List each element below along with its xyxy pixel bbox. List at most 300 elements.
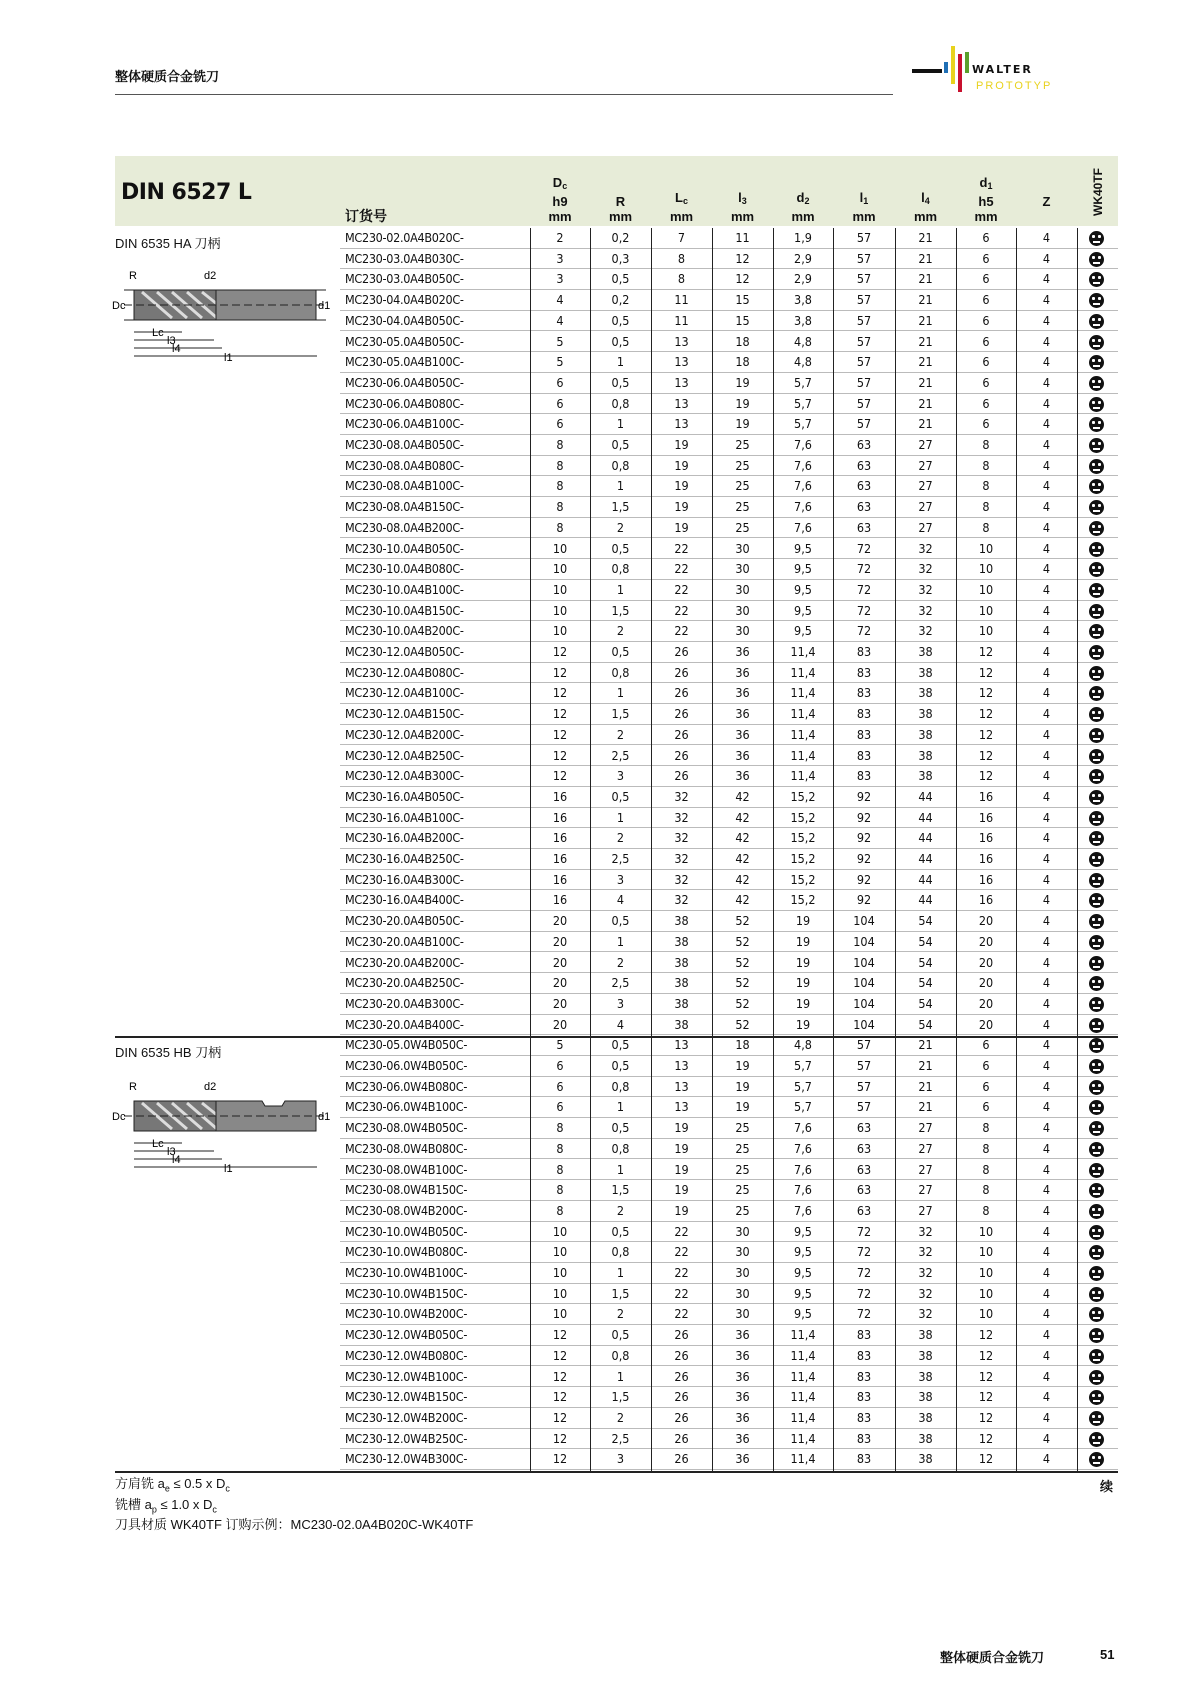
cell: 57: [856, 312, 872, 328]
cell: 57: [856, 1099, 872, 1115]
cell: 27: [918, 1120, 933, 1136]
cell: 30: [735, 1285, 750, 1301]
cell: 22: [674, 623, 689, 639]
cell: 2: [556, 230, 564, 245]
cell: 1: [616, 354, 625, 370]
cell: 6: [556, 416, 564, 432]
order-number: MC230-03.0A4B050C-: [345, 271, 464, 287]
cell: 2: [616, 1306, 625, 1322]
cell: 12: [552, 644, 568, 659]
table-row: [340, 290, 1118, 311]
order-number: MC230-12.0A4B150C-: [345, 706, 464, 722]
cell: 12: [978, 747, 994, 763]
cell: 32: [918, 623, 933, 639]
table-row: [340, 311, 1118, 332]
cell: 6: [556, 1099, 564, 1115]
cell: 25: [735, 1140, 750, 1156]
column-divider: [773, 228, 774, 1471]
cell: 10: [978, 1223, 994, 1239]
order-number: MC230-08.0W4B150C-: [345, 1182, 468, 1198]
cell: 83: [856, 1451, 872, 1467]
cell: 0,8: [611, 1140, 630, 1156]
cell: 4: [1042, 602, 1051, 618]
cell: 12: [552, 685, 568, 701]
grade-availability-icon: [1089, 935, 1104, 950]
cell: 4: [1042, 1430, 1051, 1446]
cell: 4: [1042, 1058, 1051, 1073]
cell: 16: [978, 851, 994, 866]
cell: 4: [1042, 1161, 1051, 1177]
order-number: MC230-12.0W4B050C-: [345, 1327, 468, 1343]
cell: 42: [735, 851, 750, 866]
cell: 6: [982, 416, 990, 432]
label-dc: Dc: [112, 1111, 126, 1123]
cell: 7,6: [794, 478, 812, 494]
cell: 4: [1042, 623, 1051, 639]
cell: 72: [856, 1306, 872, 1322]
cell: 11: [674, 292, 689, 308]
cell: 19: [674, 1120, 689, 1136]
note-shoulder-milling: 方肩铣 $a_e \le 0.5$ x $D_c$: [115, 1476, 230, 1494]
cell: 6: [556, 395, 564, 411]
cell: 42: [735, 892, 750, 908]
cell: 57: [856, 374, 872, 390]
table-row: [340, 228, 1118, 249]
cell: 36: [735, 768, 750, 784]
cell: 63: [856, 1120, 872, 1136]
table-row: [340, 870, 1118, 891]
cell: 4: [1042, 933, 1051, 949]
cell: 36: [735, 1451, 750, 1467]
cell: 4: [1042, 892, 1051, 908]
order-number: MC230-08.0A4B080C-: [345, 457, 464, 473]
grade-availability-icon: [1089, 811, 1104, 826]
table-row: [340, 332, 1118, 353]
grade-availability-icon: [1089, 852, 1104, 867]
grade-availability-icon: [1089, 1225, 1104, 1240]
cell: 32: [918, 1244, 933, 1260]
cell: 1: [616, 685, 625, 701]
cell: 0,8: [611, 1244, 630, 1260]
cell: 22: [674, 540, 689, 556]
cell: 11,4: [790, 1409, 816, 1425]
cell: 20: [552, 933, 568, 949]
cell: 4: [1042, 1368, 1051, 1384]
cell: 8: [556, 1202, 564, 1218]
cell: 7,6: [794, 1202, 812, 1218]
cell: 21: [918, 333, 933, 349]
cell: 8: [677, 271, 686, 287]
cell: 4: [1042, 1182, 1051, 1198]
cell: 25: [735, 437, 750, 452]
order-number: MC230-12.0W4B300C-: [345, 1451, 468, 1467]
cell: 72: [856, 1244, 872, 1260]
cell: 18: [735, 333, 750, 349]
label-l4: l4: [172, 343, 181, 355]
cell: 4,8: [794, 354, 812, 370]
cell: 0,5: [611, 312, 630, 328]
table-row: [340, 1263, 1118, 1284]
cell: 26: [674, 685, 689, 701]
cell: 36: [735, 644, 750, 659]
cell: 9,5: [794, 623, 812, 639]
cell: 11,4: [790, 1368, 816, 1384]
cell: 36: [735, 706, 750, 722]
cell: 10: [978, 1265, 994, 1280]
cell: 63: [856, 1182, 872, 1198]
cell: 19: [735, 416, 750, 432]
cell: 1: [616, 1161, 625, 1177]
cell: 63: [856, 1140, 872, 1156]
cell: 8: [982, 499, 990, 515]
order-number: MC230-06.0W4B100C-: [345, 1099, 468, 1115]
table-row: [340, 849, 1118, 870]
grade-availability-icon: [1089, 645, 1104, 660]
grade-availability-icon: [1089, 997, 1104, 1012]
cell: 16: [978, 809, 994, 825]
grade-label: WK40TF: [1091, 168, 1105, 216]
order-number: MC230-06.0W4B050C-: [345, 1058, 468, 1073]
cell: 72: [856, 540, 872, 556]
table-row: [340, 746, 1118, 767]
cell: 19: [674, 1161, 689, 1177]
cell: 22: [674, 1306, 689, 1322]
table-row: [340, 559, 1118, 580]
cell: 12: [978, 1389, 994, 1405]
cell: 4: [1042, 1078, 1051, 1094]
cell: 19: [795, 1016, 811, 1032]
cell: 1: [616, 809, 625, 825]
cell: 19: [674, 1140, 689, 1156]
cell: 6: [982, 1099, 990, 1115]
cell: 26: [674, 1430, 689, 1446]
cell: 4: [1042, 1099, 1051, 1115]
cell: 21: [918, 292, 933, 308]
grade-availability-icon: [1089, 1204, 1104, 1219]
cell: 10: [552, 1285, 568, 1301]
cell: 12: [978, 768, 994, 784]
cell: 36: [735, 1327, 750, 1343]
cell: 4: [1042, 1244, 1051, 1260]
label-l3: l3: [167, 1146, 176, 1158]
cell: 4: [1042, 913, 1051, 929]
cell: 1,5: [611, 1285, 630, 1301]
cell: 15,2: [790, 809, 816, 825]
grade-availability-icon: [1089, 749, 1104, 764]
cell: 4: [1042, 830, 1051, 846]
cell: 9,5: [794, 581, 812, 597]
cell: 36: [735, 1389, 750, 1405]
grade-availability-icon: [1089, 1370, 1104, 1385]
order-number: MC230-06.0A4B050C-: [345, 374, 464, 390]
cell: 10: [552, 1244, 568, 1260]
cell: 8: [556, 1161, 564, 1177]
cell: 13: [674, 1078, 689, 1094]
cell: 0,8: [611, 1347, 630, 1363]
cell: 4: [616, 1016, 625, 1032]
order-number: MC230-05.0A4B100C-: [345, 354, 464, 370]
cell: 4: [1042, 1451, 1051, 1467]
cell: 38: [918, 1389, 933, 1405]
walter-prototyp-logo: [912, 42, 1122, 102]
cell: 9,5: [794, 1223, 812, 1239]
section-title: 整体硬质合金铣刀: [115, 69, 220, 84]
cell: 32: [918, 540, 933, 556]
cell: 63: [856, 437, 872, 452]
cell: 7,6: [794, 1140, 812, 1156]
cell: 38: [674, 913, 689, 929]
column-header: $l_1$ mm: [852, 190, 876, 224]
cell: 1: [616, 1265, 625, 1280]
cell: 11,4: [790, 1451, 816, 1467]
cell: 10: [552, 561, 568, 577]
cell: 72: [856, 1223, 872, 1239]
cell: 83: [856, 685, 872, 701]
grade-availability-icon: [1089, 604, 1104, 619]
order-number: MC230-16.0A4B200C-: [345, 830, 464, 846]
cell: 19: [674, 1182, 689, 1198]
cell: 2: [616, 1202, 625, 1218]
cell: 10: [978, 602, 994, 618]
cell: 27: [918, 1161, 933, 1177]
cell: 83: [856, 1430, 872, 1446]
order-number: MC230-06.0W4B080C-: [345, 1078, 468, 1094]
cell: 9,5: [794, 1244, 812, 1260]
cell: 12: [978, 1451, 994, 1467]
cell: 1: [616, 478, 625, 494]
cell: 30: [735, 581, 750, 597]
cell: 57: [856, 354, 872, 370]
table-row: [340, 1387, 1118, 1408]
table-row: [340, 580, 1118, 601]
cell: 26: [674, 1347, 689, 1363]
table-bottom-rule: [115, 1471, 1118, 1473]
cell: 0,5: [611, 913, 630, 929]
order-number: MC230-12.0A4B250C-: [345, 747, 464, 763]
cell: 20: [978, 975, 994, 991]
cell: 1,5: [611, 602, 630, 618]
tool-diagram-hb: [112, 1073, 334, 1173]
cell: 4: [1042, 1389, 1051, 1405]
cell: 30: [735, 1265, 750, 1280]
cell: 32: [674, 851, 689, 866]
cell: 4: [1042, 851, 1051, 866]
table-row: [340, 539, 1118, 560]
cell: 7,6: [794, 1120, 812, 1136]
cell: 8: [982, 1182, 990, 1198]
table-row: [340, 766, 1118, 787]
cell: 12: [552, 1430, 568, 1446]
cell: 2,5: [611, 851, 630, 866]
cell: 1: [616, 1099, 625, 1115]
header-divider: [115, 94, 893, 95]
table-row: [340, 994, 1118, 1015]
cell: 4: [1042, 354, 1051, 370]
order-number: MC230-20.0A4B250C-: [345, 975, 464, 991]
column-header: $d_2$ mm: [791, 190, 815, 224]
column-divider: [1077, 228, 1078, 1471]
cell: 72: [856, 623, 872, 639]
cell: 1: [616, 581, 625, 597]
cell: 0,3: [611, 250, 630, 266]
cell: 3: [556, 271, 564, 287]
table-row: [340, 435, 1118, 456]
cell: 0,5: [611, 437, 630, 452]
cell: 21: [918, 1058, 933, 1073]
cell: 38: [918, 1368, 933, 1384]
cell: 6: [982, 395, 990, 411]
grade-header: [1080, 160, 1116, 224]
cell: 72: [856, 602, 872, 618]
table-row: [340, 621, 1118, 642]
cell: 2,9: [794, 250, 812, 266]
cell: 10: [552, 581, 568, 597]
cell: 27: [918, 519, 933, 535]
table-row: [340, 1160, 1118, 1181]
grade-availability-icon: [1089, 438, 1104, 453]
cell: 63: [856, 499, 872, 515]
cell: 104: [853, 954, 875, 970]
table-row: [340, 1118, 1118, 1139]
cell: 2,5: [611, 747, 630, 763]
cell: 21: [918, 395, 933, 411]
cell: 57: [856, 333, 872, 349]
cell: 3: [616, 1451, 625, 1467]
cell: 72: [856, 561, 872, 577]
grade-availability-icon: [1089, 542, 1104, 557]
cell: 13: [674, 395, 689, 411]
cell: 38: [918, 664, 933, 680]
label-dc: Dc: [112, 300, 126, 312]
column-divider: [530, 228, 531, 1471]
cell: 0,5: [611, 271, 630, 287]
column-divider: [895, 228, 896, 1471]
order-number: MC230-08.0W4B050C-: [345, 1120, 468, 1136]
cell: 36: [735, 685, 750, 701]
cell: 83: [856, 726, 872, 742]
order-number: MC230-04.0A4B020C-: [345, 292, 464, 308]
cell: 38: [674, 954, 689, 970]
order-number: MC230-06.0A4B100C-: [345, 416, 464, 432]
table-row: [340, 394, 1118, 415]
cell: 9,5: [794, 561, 812, 577]
cell: 12: [978, 1327, 994, 1343]
cell: 12: [552, 726, 568, 742]
cell: 12: [735, 271, 750, 287]
cell: 2,9: [794, 271, 812, 287]
cell: 9,5: [794, 1306, 812, 1322]
cell: 1,5: [611, 1182, 630, 1198]
cell: 44: [918, 892, 933, 908]
cell: 4: [616, 892, 625, 908]
table-row: [340, 911, 1118, 932]
cell: 0,2: [611, 292, 630, 308]
cell: 7,6: [794, 1161, 812, 1177]
order-number: MC230-12.0W4B080C-: [345, 1347, 468, 1363]
grade-availability-icon: [1089, 376, 1104, 391]
cell: 6: [982, 333, 990, 349]
cell: 10: [978, 561, 994, 577]
order-number-header: 订货号: [345, 208, 387, 224]
order-number: MC230-08.0A4B100C-: [345, 478, 464, 494]
cell: 0,5: [611, 1058, 630, 1073]
order-number: MC230-16.0A4B250C-: [345, 851, 464, 866]
table-row: [340, 953, 1118, 974]
cell: 3,8: [794, 292, 812, 308]
order-number: MC230-20.0A4B100C-: [345, 933, 464, 949]
cell: 38: [918, 1347, 933, 1363]
cell: 26: [674, 747, 689, 763]
cell: 19: [735, 1099, 750, 1115]
order-number: MC230-08.0A4B150C-: [345, 499, 464, 515]
cell: 3: [616, 768, 625, 784]
cell: 2: [616, 726, 625, 742]
cell: 15,2: [790, 788, 816, 804]
cell: 0,5: [611, 374, 630, 390]
cell: 19: [735, 1058, 750, 1073]
cell: 22: [674, 1285, 689, 1301]
cell: 38: [918, 1430, 933, 1446]
column-header: Z: [1042, 194, 1051, 209]
column-header: $l_4$ mm: [913, 190, 938, 224]
cell: 57: [856, 1058, 872, 1073]
cell: 9,5: [794, 602, 812, 618]
cell: 7,6: [794, 1182, 812, 1198]
cell: 12: [552, 768, 568, 784]
cell: 4: [1042, 519, 1051, 535]
cell: 22: [674, 602, 689, 618]
cell: 36: [735, 1409, 750, 1425]
cell: 4: [1042, 292, 1051, 308]
cell: 5,7: [794, 1099, 812, 1115]
cell: 25: [735, 478, 750, 494]
cell: 0,8: [611, 561, 630, 577]
cell: 21: [918, 1099, 933, 1115]
grade-availability-icon: [1089, 956, 1104, 971]
table-row: [340, 1201, 1118, 1222]
cell: 1: [616, 416, 625, 432]
cell: 12: [552, 747, 568, 763]
grade-availability-icon: [1089, 873, 1104, 888]
grade-availability-icon: [1089, 1121, 1104, 1136]
order-number: MC230-10.0W4B080C-: [345, 1244, 468, 1260]
cell: 11,4: [790, 1389, 816, 1405]
cell: 83: [856, 1327, 872, 1343]
cell: 38: [918, 747, 933, 763]
cell: 83: [856, 747, 872, 763]
table-row: [340, 1284, 1118, 1305]
cell: 6: [982, 250, 990, 266]
cell: 8: [982, 437, 990, 452]
logo-subtitle: PROTOTYP: [976, 80, 1053, 92]
cell: 0,5: [611, 1120, 630, 1136]
cell: 54: [918, 913, 933, 929]
cell: 12: [552, 1327, 568, 1343]
cell: 32: [918, 1306, 933, 1322]
cell: 20: [552, 954, 568, 970]
cell: 10: [552, 1223, 568, 1239]
cell: 9,5: [794, 1285, 812, 1301]
cell: 32: [918, 602, 933, 618]
cell: 57: [856, 416, 872, 432]
cell: 30: [735, 1244, 750, 1260]
cell: 4: [1042, 416, 1051, 432]
cell: 20: [978, 933, 994, 949]
cell: 22: [674, 1244, 689, 1260]
cell: 44: [918, 851, 933, 866]
cell: 6: [982, 1037, 990, 1053]
table-row: [340, 1346, 1118, 1367]
